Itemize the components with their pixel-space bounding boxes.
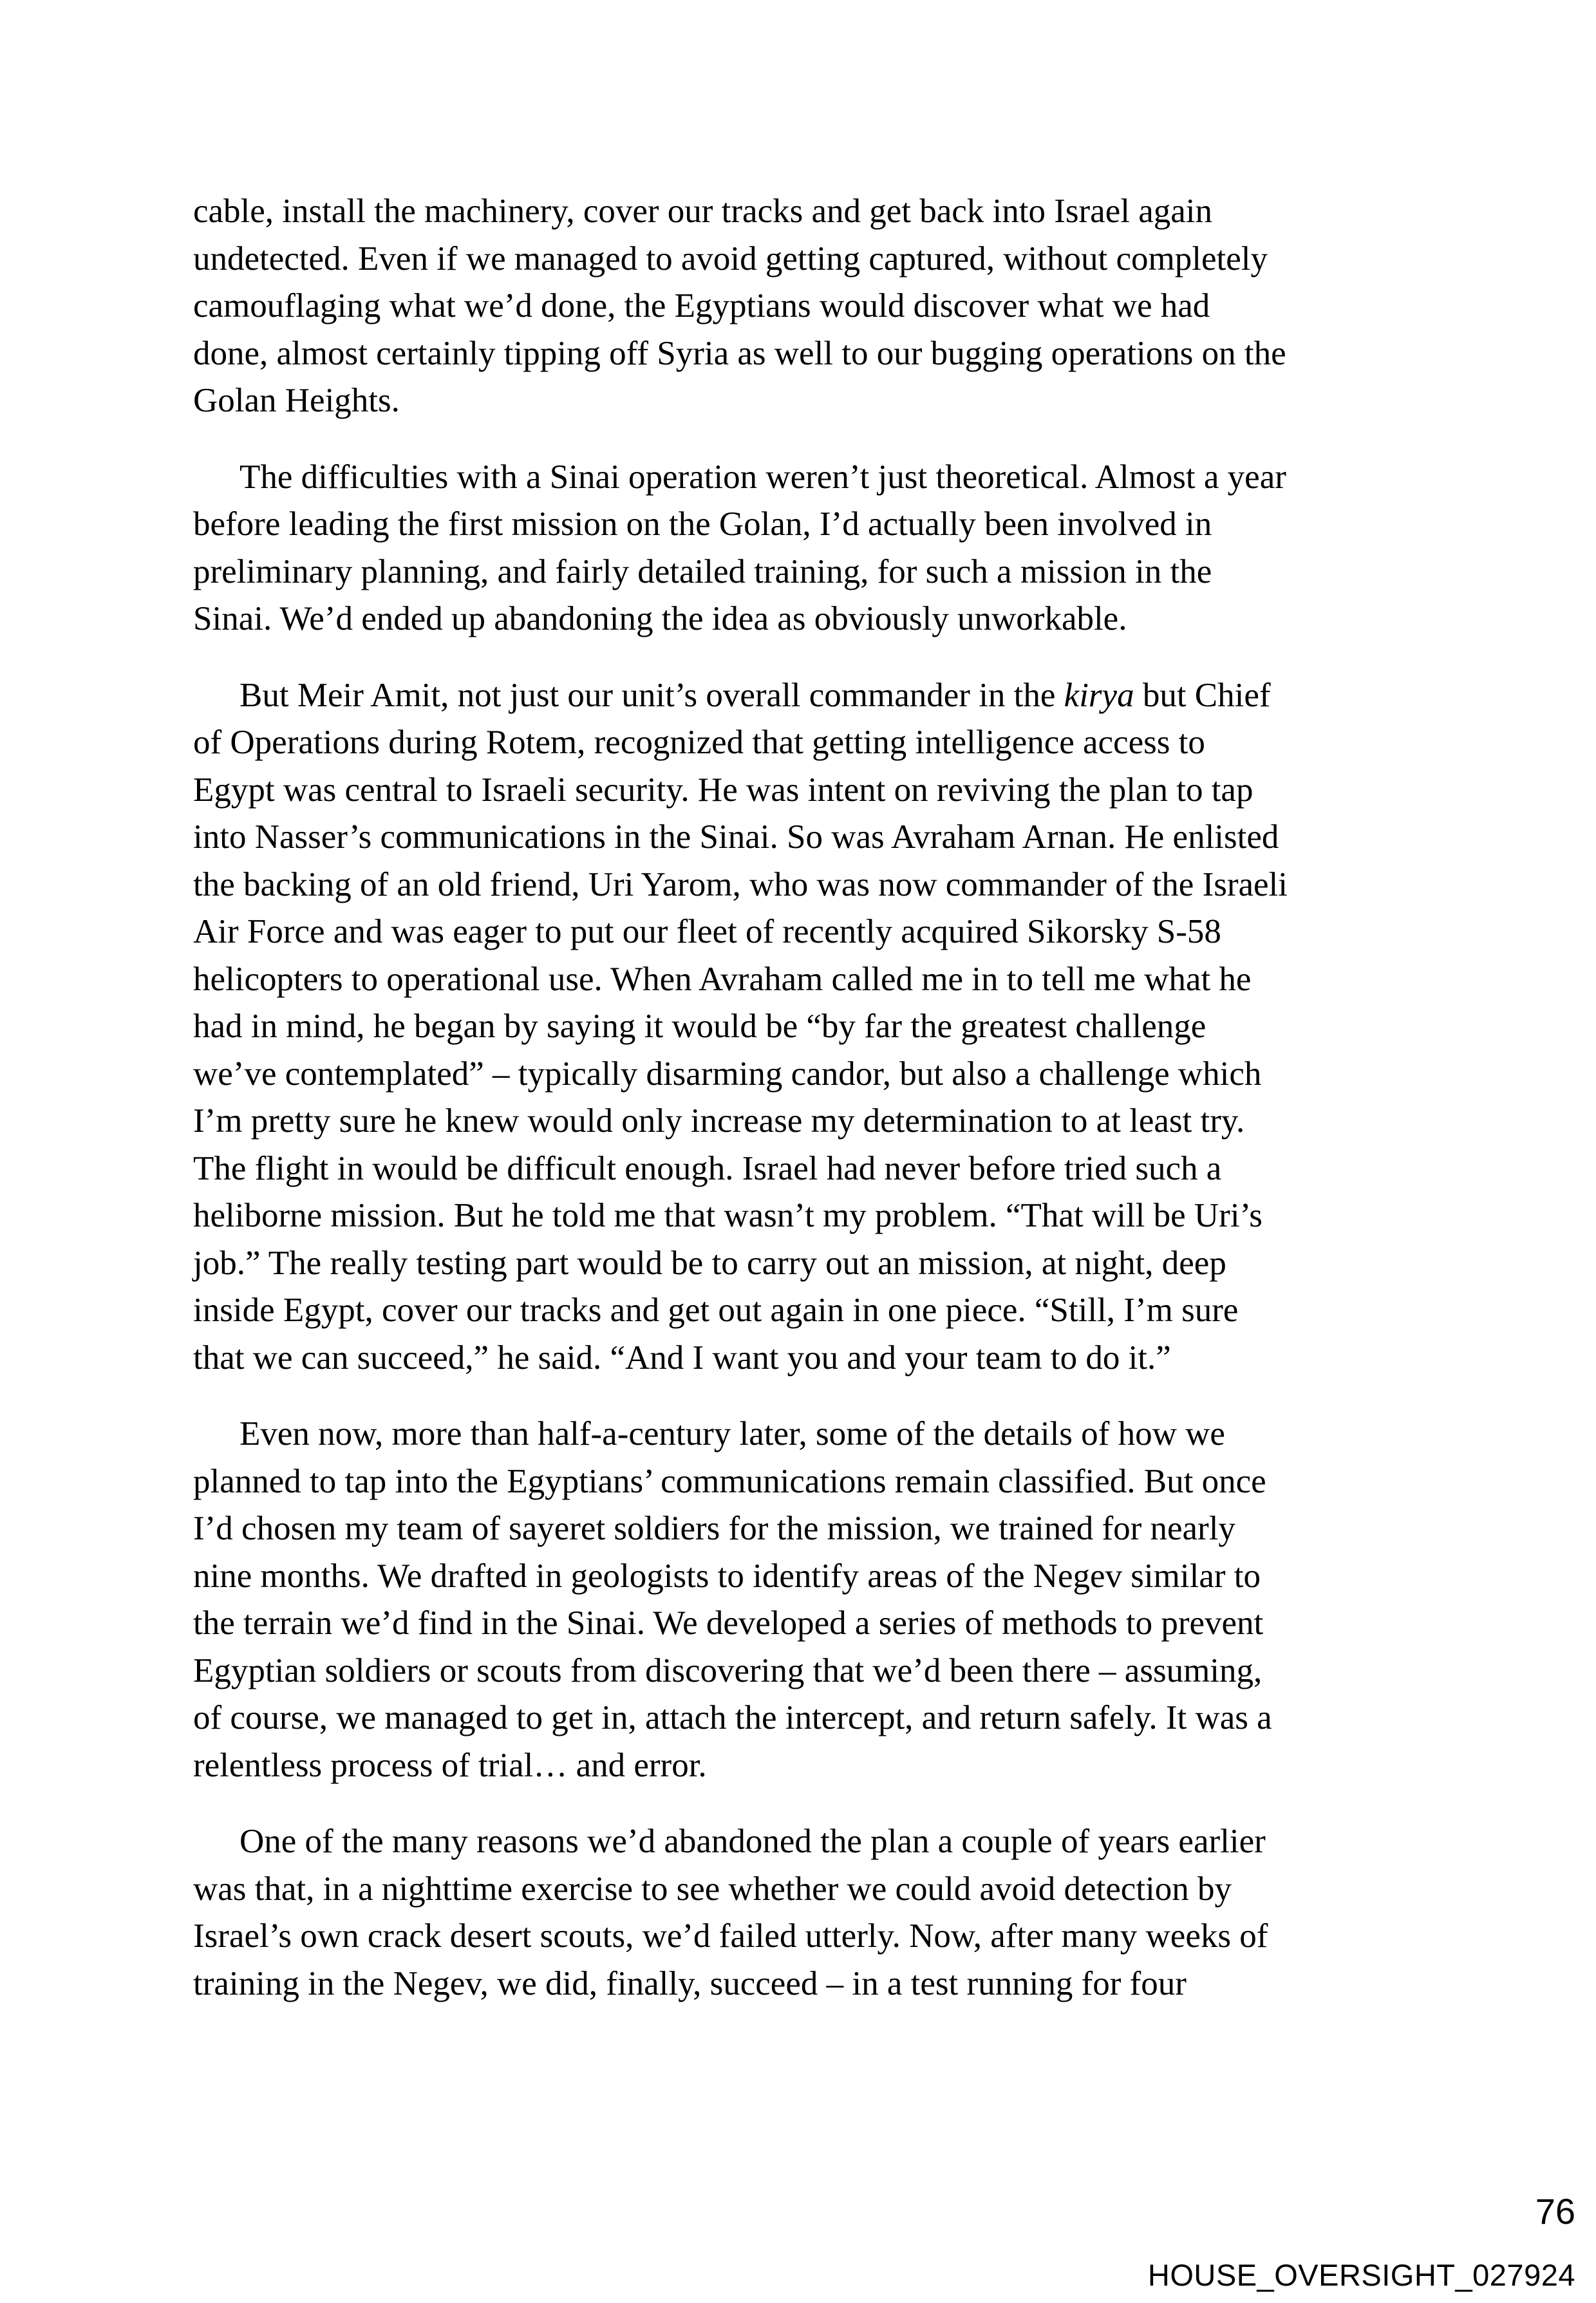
text-line: nine months. We drafted in geologists to identify areas of the Negev similar to bbox=[193, 1557, 1261, 1595]
paragraph-4 bbox=[193, 1411, 1416, 1789]
text-line: job.” The really testing part would be to carry out an mission, at night, deep bbox=[193, 1244, 1226, 1282]
text-line: we’ve contemplated” – typically disarming candor, but also a challenge which bbox=[193, 1055, 1262, 1093]
text-line: training in the Negev, we did, finally, succeed – in a test running for four bbox=[193, 1964, 1187, 2002]
text-line: camouflaging what we’d done, the Egyptians would discover what we had bbox=[193, 287, 1210, 324]
text-line: into Nasser’s communications in the Sinai. So was Avraham Arnan. He enlisted bbox=[193, 818, 1279, 856]
paragraph-2 bbox=[193, 454, 1416, 643]
text-line: done, almost certainly tipping off Syria as well to our bugging operations on the bbox=[193, 334, 1286, 372]
paragraph-5 bbox=[193, 1818, 1416, 2007]
text-line: Air Force and was eager to put our fleet of recently acquired Sikorsky S-58 bbox=[193, 913, 1221, 950]
text-line: of Operations during Rotem, recognized that getting intelligence access to bbox=[193, 724, 1205, 761]
italic-term-kirya: kirya bbox=[1064, 676, 1134, 714]
text-line: One of the many reasons we’d abandoned the plan a couple of years earlier bbox=[239, 1823, 1266, 1860]
text-line: Egyptian soldiers or scouts from discovering that we’d been there – assuming, bbox=[193, 1651, 1263, 1689]
paragraph-3 bbox=[193, 672, 1416, 1382]
text-line: before leading the first mission on the Golan, I’d actually been involved in bbox=[193, 505, 1212, 543]
text-line: Sinai. We’d ended up abandoning the idea as obviously unworkable. bbox=[193, 600, 1127, 637]
text-line: Even now, more than half-a-century later, some of the details of how we bbox=[239, 1415, 1225, 1452]
text-line: The flight in would be difficult enough. Israel had never before tried such a bbox=[193, 1149, 1222, 1187]
text-line: preliminary planning, and fairly detailed training, for such a mission in the bbox=[193, 552, 1212, 590]
text-line: heliborne mission. But he told me that wasn’t my problem. “That will be Uri’s bbox=[193, 1197, 1263, 1234]
text-line: Egypt was central to Israeli security. He was intent on reviving the plan to tap bbox=[193, 771, 1253, 809]
text-line: cable, install the machinery, cover our tracks and get back into Israel again bbox=[193, 193, 1212, 230]
text-line: the terrain we’d find in the Sinai. We developed a series of methods to prevent bbox=[193, 1604, 1264, 1642]
text-line: Golan Heights. bbox=[193, 382, 400, 419]
text-line: inside Egypt, cover our tracks and get out again in one piece. “Still, I’m sure bbox=[193, 1292, 1239, 1329]
text-line: was that, in a nighttime exercise to see whether we could avoid detection by bbox=[193, 1870, 1232, 1908]
text-line: The difficulties with a Sinai operation weren’t just theoretical. Almost a year bbox=[239, 458, 1286, 496]
text-line: planned to tap into the Egyptians’ communications remain classified. But once bbox=[193, 1462, 1266, 1500]
page-number: 76 bbox=[1535, 2191, 1575, 2232]
text-line: undetected. Even if we managed to avoid getting captured, without completely bbox=[193, 240, 1268, 277]
text-line: relentless process of trial… and error. bbox=[193, 1746, 707, 1784]
paragraph-1 bbox=[193, 188, 1416, 425]
text-line: that we can succeed,” he said. “And I want you and your team to do it.” bbox=[193, 1339, 1171, 1377]
text-line: I’d chosen my team of sayeret soldiers for the mission, we trained for nearly bbox=[193, 1510, 1235, 1547]
page-body bbox=[193, 188, 1416, 2036]
text-segment: but Chief bbox=[1134, 676, 1271, 714]
text-line: Israel’s own crack desert scouts, we’d failed utterly. Now, after many weeks of bbox=[193, 1917, 1268, 1955]
text-line: helicopters to operational use. When Avraham called me in to tell me what he bbox=[193, 960, 1252, 998]
document-id-footer: HOUSE_OVERSIGHT_027924 bbox=[1147, 2258, 1575, 2292]
text-line: of course, we managed to get in, attach the intercept, and return safely. It was a bbox=[193, 1699, 1272, 1736]
text-line: the backing of an old friend, Uri Yarom, who was now commander of the Israeli bbox=[193, 865, 1288, 903]
text-line: had in mind, he began by saying it would be “by far the greatest challenge bbox=[193, 1008, 1206, 1045]
text-line bbox=[193, 672, 1416, 720]
text-segment: But Meir Amit, not just our unit’s overall commander in the bbox=[239, 676, 1064, 714]
text-line: I’m pretty sure he knew would only increase my determination to at least try. bbox=[193, 1102, 1245, 1140]
